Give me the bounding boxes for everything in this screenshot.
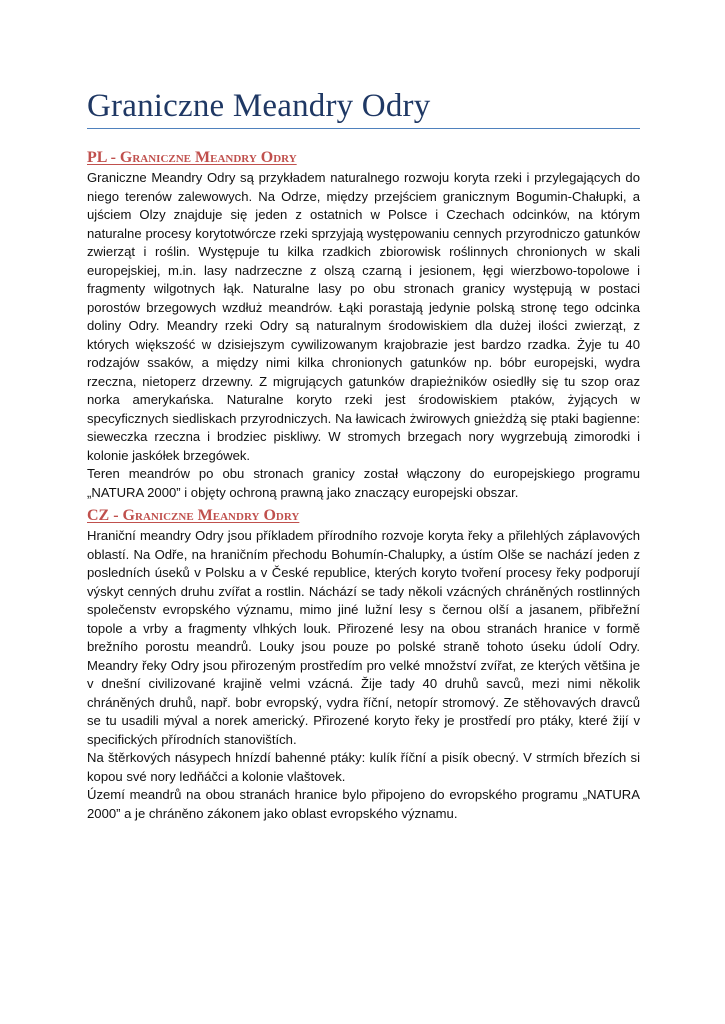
section-heading-cz: CZ - Graniczne Meandry Odry [87, 507, 300, 524]
section-heading-pl: PL - Graniczne Meandry Odry [87, 149, 297, 166]
section-pl [87, 148, 640, 502]
cz-paragraph-2: Na štěrkových násypech hnízdí bahenné ptáky: kulík říční a pisík obecný. V strmích březích si kopou své nory ledňáčci a kolonie vlaštovek. [87, 750, 640, 784]
pl-paragraph-1: Graniczne Meandry Odry są przykładem naturalnego rozwoju koryta rzeki i przylegających do niego terenów zalewowych. Na Odrze, między przejściem granicznym Bogumin-Chałupki, a ujściem Olzy znajduje się jeden z ostatnich w Polsce i Czechach odcinków, na którym naturalne procesy korytotwórcze rzeki sprzyjają występowaniu cennych przyrodniczo gatunków zwierząt i roślin. Występuje tu kilka rzadkich zbiorowisk roślinnych chronionych w skali europejskiej, m.in. lasy nadrzeczne z olszą czarną i jesionem, łęgi wierzbowo-topolowe i fragmenty wilgotnych łąk. Naturalne lasy po obu stronach granicy występują w postaci porostów brzegowych wzdłuż meandrów. Łąki porastają jedynie polską stronę tego odcinka doliny Odry. Meandry rzeki Odry są naturalnym środowiskiem dla dużej ilości zwierząt, z których większość w dzisiejszym cywilizowanym krajobrazie jest bardzo rzadka. Żyje tu 40 rodzajów ssaków, a między nimi kilka chronionych gatunków np. bóbr europejski, wydra rzeczna, nietoperz drzewny. Z migrujących gatunków drapieżników osiedlły się tu szop oraz norka amerykańska. Naturalne koryto rzeki jest środowiskiem ptaków, żyjących w specyficznych siedliskach przyrodniczych. Na ławicach żwirowych gnieżdżą się ptaki bagienne: sieweczka rzeczna i brodziec piskliwy. W stromych brzegach nory wygrzebują zimorodki i kolonie jaskółek brzegówek. [87, 170, 640, 463]
title-underline-rule [87, 128, 640, 129]
pl-paragraph-2: Teren meandrów po obu stronach granicy został włączony do europejskiego programu „NATURA 2000” i objęty ochroną prawną jako znaczący europejski obszar. [87, 466, 640, 500]
document-title: Graniczne Meandry Odry [87, 88, 431, 124]
cz-paragraph-3: Území meandrů na obou stranách hranice bylo připojeno do evropského programu „NATURA 2000” a je chráněno zákonem jako oblast evropského významu. [87, 787, 640, 821]
section-cz [87, 506, 640, 823]
cz-paragraph-1: Hraniční meandry Odry jsou příkladem přírodního rozvoje koryta řeky a přilehlých záplavových oblastí. Na Odře, na hraničním přechodu Bohumín-Chalupky, a ústím Olše se nachází jeden z posledních úseků v Polsku a v České republice, kterých koryto tvoření procesy řeky podporují výskyt cenných druhu zvířat a rostlin. Náchází se tady několi vzácných chráněných rostlinných společenstv evropského významu, mimo jiné lužní lesy s černou olší a jasanem, přibřežní topole a vrby a fragmenty vlhkých louk. Přirozené lesy na obou stranách hranice v formě brežního porostu meandrů. Louky jsou pouze po polské straně tohoto úseku údolí Odry. Meandry řeky Odry jsou přirozeným prostředím pro velké množství zvířat, ze kterých většina je v dnešní civilizované krajině velmi vzácná. Žije tady 40 druhů savců, mezi nimi několik chráněných druhů, např. bobr evropský, vydra říční, netopír stromový. Ze stěhovavých dravců se tu usadili mýval a norek americký. Přirozené koryto řeky je prostředí pro ptáky, které žijí v specifických přírodních stanovištích. [87, 528, 640, 747]
